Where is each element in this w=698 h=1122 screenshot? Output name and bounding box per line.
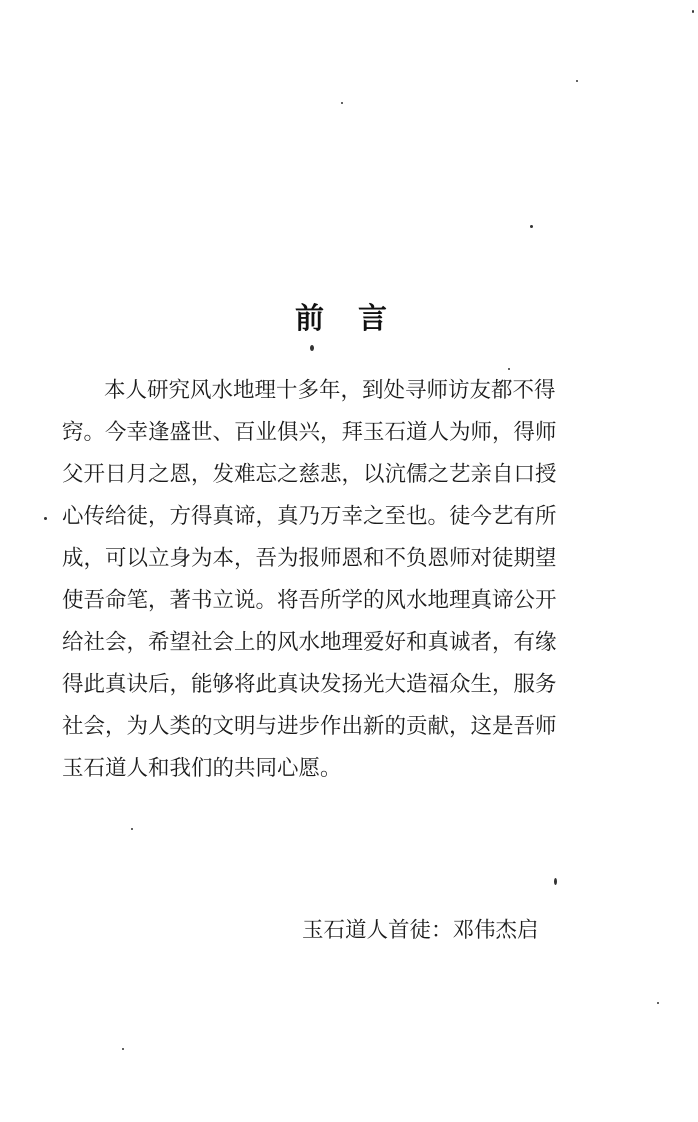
scan-speck xyxy=(576,80,578,82)
preface-title: 前言 xyxy=(294,301,421,335)
preface-line: 成，可以立身为本，吾为报师恩和不负恩师对徒期望 xyxy=(62,546,557,571)
scan-speck xyxy=(692,10,694,13)
scan-speck xyxy=(341,102,343,104)
preface-signature: 玉石道人首徒：邓伟杰启 xyxy=(302,918,539,943)
preface-line: 父开日月之恩，发难忘之慈悲，以沆儒之艺亲自口授 xyxy=(62,462,557,487)
scan-speck xyxy=(310,345,314,351)
scan-speck xyxy=(44,517,47,520)
preface-line: 得此真诀后，能够将此真诀发扬光大造福众生，服务 xyxy=(62,672,557,697)
scan-speck xyxy=(122,1048,124,1050)
preface-line: 心传给徒，方得真谛，真乃万幸之至也。徒今艺有所 xyxy=(62,504,557,529)
scan-speck xyxy=(530,225,533,228)
scan-speck xyxy=(554,878,557,885)
preface-line: 窍。今幸逢盛世、百业俱兴，拜玉石道人为师，得师 xyxy=(62,420,557,445)
scan-speck xyxy=(657,1002,659,1004)
scan-speck xyxy=(131,828,133,830)
preface-line: 给社会，希望社会上的风水地理爱好和真诚者，有缘 xyxy=(62,630,557,655)
preface-line: 本人研究风水地理十多年，到处寻师访友都不得 xyxy=(104,378,556,403)
preface-line: 使吾命笔，著书立说。将吾所学的风水地理真谛公开 xyxy=(62,588,557,613)
scan-speck xyxy=(508,368,510,370)
preface-line: 社会，为人类的文明与进步作出新的贡献，这是吾师 xyxy=(62,714,557,739)
preface-line: 玉石道人和我们的共同心愿。 xyxy=(62,756,342,781)
